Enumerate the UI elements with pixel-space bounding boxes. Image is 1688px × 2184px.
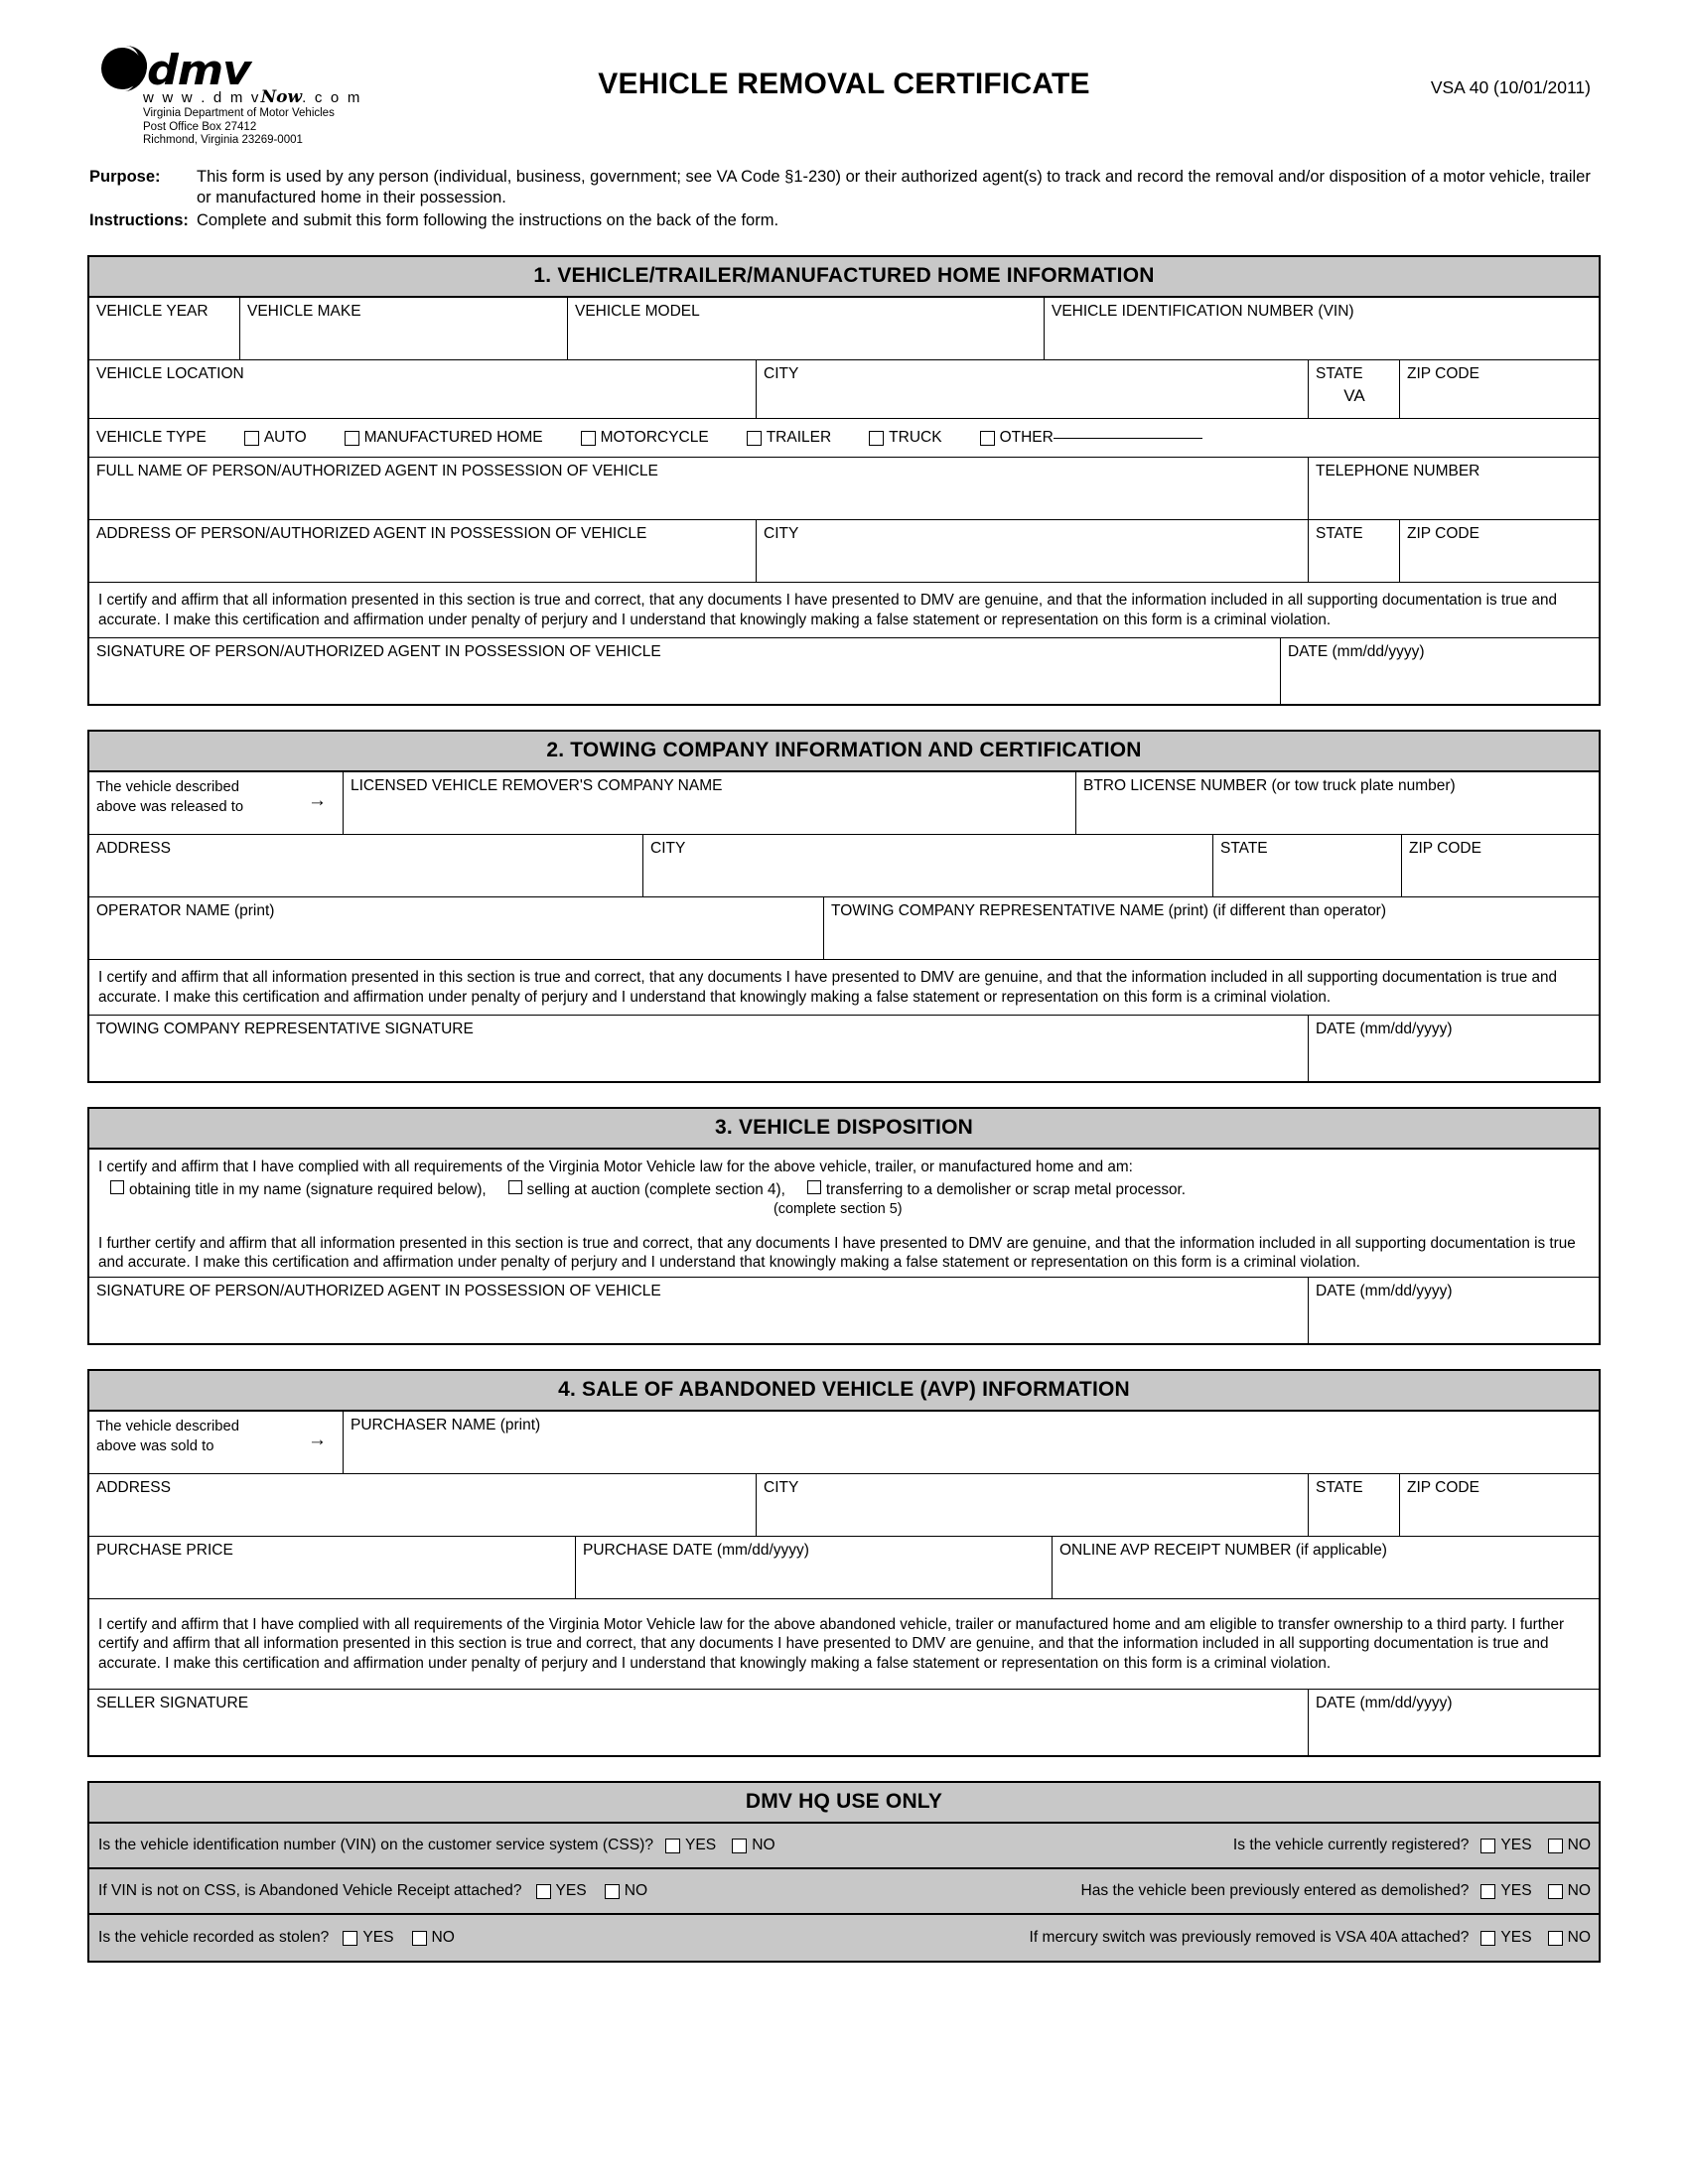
purchaser-zip-field[interactable] [1400, 1474, 1599, 1536]
possessor-city-label: CITY [764, 525, 799, 542]
agency-city-state-zip: Richmond, Virginia 23269-0001 [143, 134, 303, 146]
section-1-signature-row [89, 638, 1599, 704]
disposition-option-selling-at-auction[interactable] [508, 1180, 785, 1200]
hq-q2a-yes[interactable] [536, 1882, 587, 1900]
yes-label: YES [1500, 1929, 1532, 1946]
checkbox-icon[interactable] [244, 431, 259, 446]
btro-license-label: BTRO LICENSE NUMBER (or tow truck plate number) [1083, 777, 1456, 794]
possessor-zip-label: ZIP CODE [1407, 525, 1479, 542]
possessor-address-row [89, 520, 1599, 583]
possessor-name-field[interactable] [89, 458, 1309, 519]
no-label: NO [431, 1929, 455, 1946]
tow-company-row [89, 772, 1599, 835]
purchaser-city-label: CITY [764, 1478, 799, 1496]
instructions-label: Instructions: [89, 211, 189, 229]
disposition-options [98, 1180, 1589, 1200]
yes-label: YES [1500, 1882, 1532, 1899]
section-1-certification-text: I certify and affirm that all information presented in this section is true and correct, that any documents I have presented to DMV are genuine, and that the information included in all supporting documentation is true and accurate. I make this certification and affirmation under penalty of perjury and I understand that knowingly making a false statement or representation on this form is a criminal violation. [89, 583, 1599, 638]
checkbox-icon[interactable] [508, 1180, 522, 1194]
disposition-option-transferring-to-demolisher[interactable] [807, 1180, 1186, 1200]
section-2-certification-text: I certify and affirm that all information presented in this section is true and correct, that any documents I have presented to DMV are genuine, and that the information included in all supporting documentation is true and accurate. I make this certification and affirmation under penalty of perjury and I understand that knowingly making a false statement or representation on this form is a criminal violation. [89, 960, 1599, 1016]
purpose-text: This form is used by any person (individual, business, government; see VA Code §1-230) or their authorized agent(s) to track and record the removal and/or disposition of a motor vehicle, trailer or manufactured home in their possession. [197, 168, 1591, 206]
tow-city-field[interactable] [643, 835, 1213, 896]
vehicle-type-group [89, 419, 1599, 457]
vehicle-location-row [89, 360, 1599, 419]
hq-q3b-no[interactable] [1548, 1929, 1591, 1947]
checkbox-icon[interactable] [536, 1884, 551, 1899]
yes-label: YES [1500, 1837, 1532, 1853]
option-label: MANUFACTURED HOME [363, 429, 543, 446]
url-suffix: . c o m [302, 89, 362, 106]
hq-question-previously-demolished: Has the vehicle been previously entered as demolished? [1080, 1882, 1470, 1899]
section-4-date-field[interactable] [1309, 1690, 1599, 1755]
released-line-1: The vehicle described [96, 779, 239, 795]
sold-line-1: The vehicle described [96, 1418, 239, 1434]
form-number: VSA 40 (10/01/2011) [1430, 77, 1591, 97]
checkbox-icon[interactable] [605, 1884, 620, 1899]
vehicle-model-field[interactable] [568, 298, 1045, 359]
vehicle-location-field[interactable] [89, 360, 757, 418]
possessor-zip-field[interactable] [1400, 520, 1599, 582]
agency-name: Virginia Department of Motor Vehicles [143, 107, 335, 119]
checkbox-icon[interactable] [665, 1839, 680, 1853]
hq-q1b-yes[interactable] [1480, 1837, 1531, 1854]
tow-address-row [89, 835, 1599, 897]
vehicle-type-option-truck[interactable] [869, 429, 941, 447]
tow-address-label: ADDRESS [96, 840, 171, 857]
url-now: Now [260, 87, 303, 107]
checkbox-icon[interactable] [869, 431, 884, 446]
vehicle-type-option-auto[interactable] [244, 429, 307, 447]
yes-label: YES [362, 1929, 394, 1946]
tow-company-name-field[interactable] [344, 772, 1076, 834]
agency-po-box: Post Office Box 27412 [143, 120, 257, 133]
section-1-signature-field[interactable] [89, 638, 1281, 704]
purchaser-address-label: ADDRESS [96, 1478, 171, 1496]
section-2-signature-label: TOWING COMPANY REPRESENTATIVE SIGNATURE [96, 1021, 474, 1037]
vehicle-type-option-trailer[interactable] [747, 429, 831, 447]
vehicle-year-field[interactable] [89, 298, 240, 359]
section-3-vehicle-disposition [87, 1107, 1601, 1345]
tow-city-label: CITY [650, 840, 686, 857]
possessor-name-label: FULL NAME OF PERSON/AUTHORIZED AGENT IN POSSESSION OF VEHICLE [96, 463, 658, 479]
vehicle-state-value: VA [1343, 386, 1365, 405]
option-label: transferring to a demolisher or scrap metal processor. [825, 1180, 1187, 1198]
checkbox-icon[interactable] [1548, 1839, 1563, 1853]
option-label: OTHER [999, 429, 1054, 446]
checkbox-icon[interactable] [345, 431, 359, 446]
vehicle-make-field[interactable] [240, 298, 568, 359]
vehicle-zip-field[interactable] [1400, 360, 1599, 418]
purchaser-address-row [89, 1474, 1599, 1537]
possessor-state-field[interactable] [1309, 520, 1400, 582]
section-3-intro-text: I certify and affirm that I have complied with all requirements of the Virginia Motor Vehicle law for the above vehicle, trailer, or manufactured home and am: [98, 1159, 1133, 1175]
purchase-date-label: PURCHASE DATE (mm/dd/yyyy) [583, 1541, 809, 1559]
section-2-date-field[interactable] [1309, 1016, 1599, 1081]
released-line-2: above was released to [96, 799, 244, 815]
vehicle-type-option-manufactured-home[interactable] [345, 429, 543, 447]
checkbox-icon[interactable] [343, 1931, 357, 1946]
form-header [87, 30, 1601, 159]
option-label: obtaining title in my name (signature required below), [129, 1180, 487, 1198]
vin-field[interactable] [1045, 298, 1599, 359]
operator-name-field[interactable] [89, 897, 824, 959]
url-prefix: w w w . d m v [143, 89, 261, 106]
hq-q3b-yes[interactable] [1480, 1929, 1531, 1947]
checkbox-icon[interactable] [1480, 1884, 1495, 1899]
tow-company-name-label: LICENSED VEHICLE REMOVER'S COMPANY NAME [351, 777, 723, 794]
checkbox-icon[interactable] [1548, 1931, 1563, 1946]
vehicle-type-label: VEHICLE TYPE [96, 429, 207, 446]
vehicle-model-label: VEHICLE MODEL [575, 303, 700, 320]
option-label: TRUCK [889, 429, 942, 446]
no-label: NO [1567, 1837, 1591, 1853]
seller-signature-label: SELLER SIGNATURE [96, 1695, 249, 1711]
hq-q1a-no[interactable] [732, 1837, 774, 1854]
hq-q1b-no[interactable] [1548, 1837, 1591, 1854]
vehicle-type-row [89, 419, 1599, 458]
hq-q3a-yes[interactable] [343, 1929, 393, 1947]
released-to-note [89, 772, 344, 834]
possessor-address-field[interactable] [89, 520, 757, 582]
checkbox-icon[interactable] [747, 431, 762, 446]
dmv-wordmark: dmv [147, 46, 251, 94]
no-label: NO [624, 1882, 648, 1899]
vehicle-zip-label: ZIP CODE [1407, 365, 1479, 382]
section-4-signature-row [89, 1690, 1599, 1755]
seller-signature-field[interactable] [89, 1690, 1309, 1755]
operator-name-label: OPERATOR NAME (print) [96, 902, 275, 919]
possessor-state-label: STATE [1316, 525, 1363, 542]
btro-license-field[interactable] [1076, 772, 1599, 834]
section-1-date-field[interactable] [1281, 638, 1599, 704]
section-3-sub-note: (complete section 5) [774, 1201, 903, 1217]
section-2-heading: 2. TOWING COMPANY INFORMATION AND CERTIFICATION [89, 732, 1599, 772]
purchaser-zip-label: ZIP CODE [1407, 1478, 1479, 1496]
purpose-row [89, 167, 1601, 208]
section-3-heading: 3. VEHICLE DISPOSITION [89, 1109, 1599, 1150]
section-3-signature-label: SIGNATURE OF PERSON/AUTHORIZED AGENT IN POSSESSION OF VEHICLE [96, 1282, 661, 1299]
tow-state-field[interactable] [1213, 835, 1402, 896]
possessor-telephone-field[interactable] [1309, 458, 1599, 519]
section-4-certification-text: I certify and affirm that I have complied with all requirements of the Virginia Motor Vehicle law for the above abandoned vehicle, trailer or manufactured home and am eligible to transfer ownership to a third party. I further certify and affirm that all information presented in this section is true and correct, that any documents I have presented to DMV are genuine, and that the information included in all supporting documentation is true and accurate. I make this certification and affirmation under penalty of perjury and I understand that knowingly making a false statement or representation on this form is a criminal violation. [89, 1599, 1599, 1691]
section-3-date-field[interactable] [1309, 1278, 1599, 1343]
section-1-date-label: DATE (mm/dd/yyyy) [1288, 643, 1425, 660]
section-2-towing-company [87, 730, 1601, 1083]
hq-question-mercury-switch-vsa40a: If mercury switch was previously removed is VSA 40A attached? [1029, 1929, 1470, 1946]
disposition-option-obtaining-title[interactable] [110, 1180, 487, 1200]
tow-rep-name-label: TOWING COMPANY REPRESENTATIVE NAME (print) (if different than operator) [831, 902, 1387, 919]
section-3-further-certification-text: I further certify and affirm that all information presented in this section is true and correct, that any documents I have presented to DMV are genuine, and that the information included in all supporting documentation is true and accurate. I make this certification and affirmation under penalty of perjury and I understand that knowingly making a false statement or representation on this form is a criminal violation. [98, 1234, 1576, 1271]
hq-question-currently-registered: Is the vehicle currently registered? [1232, 1837, 1470, 1853]
hq-question-row-3 [89, 1915, 1599, 1961]
purpose-label: Purpose: [89, 168, 161, 186]
checkbox-icon[interactable] [807, 1180, 821, 1194]
operator-row [89, 897, 1599, 960]
purchaser-row [89, 1412, 1599, 1474]
option-label: selling at auction (complete section 4), [526, 1180, 785, 1198]
purchaser-state-label: STATE [1316, 1478, 1363, 1496]
vehicle-city-field[interactable] [757, 360, 1309, 418]
section-3-signature-field[interactable] [89, 1278, 1309, 1343]
purchaser-city-field[interactable] [757, 1474, 1309, 1536]
hq-question-vin-on-css: Is the vehicle identification number (VIN) on the customer service system (CSS)? [98, 1837, 653, 1853]
checkbox-icon[interactable] [581, 431, 596, 446]
hq-q2b-no[interactable] [1548, 1882, 1591, 1900]
purchase-details-row [89, 1537, 1599, 1599]
possessor-city-field[interactable] [757, 520, 1309, 582]
yes-label: YES [685, 1837, 717, 1853]
vin-label: VEHICLE IDENTIFICATION NUMBER (VIN) [1052, 303, 1354, 320]
avp-receipt-number-label: ONLINE AVP RECEIPT NUMBER (if applicable) [1059, 1541, 1387, 1559]
option-label: TRAILER [766, 429, 832, 446]
hq-question-avr-attached: If VIN is not on CSS, is Abandoned Vehicle Receipt attached? [98, 1882, 522, 1899]
hq-question-recorded-as-stolen: Is the vehicle recorded as stolen? [98, 1929, 330, 1946]
vehicle-city-label: CITY [764, 365, 799, 382]
purchaser-name-field[interactable] [344, 1412, 1599, 1473]
section-2-signature-row [89, 1016, 1599, 1081]
section-4-heading: 4. SALE OF ABANDONED VEHICLE (AVP) INFORMATION [89, 1371, 1599, 1412]
hq-q1a-yes[interactable] [665, 1837, 716, 1854]
purchaser-name-label: PURCHASER NAME (print) [351, 1416, 541, 1433]
arrow-right-icon: → [308, 1429, 327, 1450]
no-label: NO [1567, 1882, 1591, 1899]
vehicle-state-field[interactable] [1309, 360, 1400, 418]
vehicle-type-option-other[interactable] [980, 429, 1202, 447]
section-1-vehicle-information [87, 255, 1601, 706]
section-2-signature-field[interactable] [89, 1016, 1309, 1081]
vehicle-make-label: VEHICLE MAKE [247, 303, 361, 320]
section-1-heading: 1. VEHICLE/TRAILER/MANUFACTURED HOME INFORMATION [89, 257, 1599, 298]
purchaser-state-field[interactable] [1309, 1474, 1400, 1536]
purchaser-address-field[interactable] [89, 1474, 757, 1536]
no-label: NO [1567, 1929, 1591, 1946]
checkbox-icon[interactable] [980, 431, 995, 446]
section-2-date-label: DATE (mm/dd/yyyy) [1316, 1021, 1453, 1037]
purchase-price-field[interactable] [89, 1537, 576, 1598]
tow-state-label: STATE [1220, 840, 1268, 857]
checkbox-icon[interactable] [412, 1931, 427, 1946]
purpose-instructions-block [89, 167, 1601, 231]
vehicle-year-label: VEHICLE YEAR [96, 303, 209, 320]
possessor-address-label: ADDRESS OF PERSON/AUTHORIZED AGENT IN POSSESSION OF VEHICLE [96, 525, 647, 542]
tow-zip-label: ZIP CODE [1409, 840, 1481, 857]
vehicle-location-label: VEHICLE LOCATION [96, 365, 244, 382]
no-label: NO [752, 1837, 775, 1853]
purchase-date-field[interactable] [576, 1537, 1053, 1598]
option-label: AUTO [263, 429, 307, 446]
section-1-signature-label: SIGNATURE OF PERSON/AUTHORIZED AGENT IN POSSESSION OF VEHICLE [96, 643, 661, 660]
option-label: MOTORCYCLE [600, 429, 709, 446]
section-3-signature-row [89, 1278, 1599, 1343]
page-title: VEHICLE REMOVAL CERTIFICATE [598, 68, 1090, 100]
hq-q2a-no[interactable] [605, 1882, 647, 1900]
arrow-right-icon: → [308, 790, 327, 811]
avp-receipt-number-field[interactable] [1053, 1537, 1599, 1598]
sold-line-2: above was sold to [96, 1437, 214, 1454]
hq-q2b-yes[interactable] [1480, 1882, 1531, 1900]
agency-address [143, 107, 427, 148]
checkbox-icon[interactable] [732, 1839, 747, 1853]
hq-q3a-no[interactable] [412, 1929, 455, 1947]
section-3-disposition-block [89, 1150, 1599, 1278]
yes-label: YES [555, 1882, 587, 1899]
vehicle-type-other-input[interactable] [1054, 438, 1202, 439]
tow-rep-name-field[interactable] [824, 897, 1599, 959]
instructions-row [89, 210, 1601, 231]
section-3-date-label: DATE (mm/dd/yyyy) [1316, 1282, 1453, 1299]
sold-to-note [89, 1412, 344, 1473]
instructions-text: Complete and submit this form following the instructions on the back of the form. [197, 211, 779, 229]
checkbox-icon[interactable] [1480, 1839, 1495, 1853]
checkbox-icon[interactable] [110, 1180, 124, 1194]
tow-address-field[interactable] [89, 835, 643, 896]
section-4-date-label: DATE (mm/dd/yyyy) [1316, 1695, 1453, 1711]
dmv-hq-use-only-section [87, 1781, 1601, 1963]
checkbox-icon[interactable] [1548, 1884, 1563, 1899]
hq-question-row-2 [89, 1869, 1599, 1915]
tow-zip-field[interactable] [1402, 835, 1599, 896]
possessor-name-row [89, 458, 1599, 520]
checkbox-icon[interactable] [1480, 1931, 1495, 1946]
hq-question-row-1 [89, 1824, 1599, 1869]
dmv-hq-heading: DMV HQ USE ONLY [89, 1783, 1599, 1824]
possessor-telephone-label: TELEPHONE NUMBER [1316, 463, 1480, 479]
vehicle-identity-row [89, 298, 1599, 360]
section-4-sale-of-abandoned-vehicle [87, 1369, 1601, 1758]
vehicle-state-label: STATE [1316, 365, 1363, 382]
vehicle-type-option-motorcycle[interactable] [581, 429, 709, 447]
purchase-price-label: PURCHASE PRICE [96, 1541, 233, 1559]
